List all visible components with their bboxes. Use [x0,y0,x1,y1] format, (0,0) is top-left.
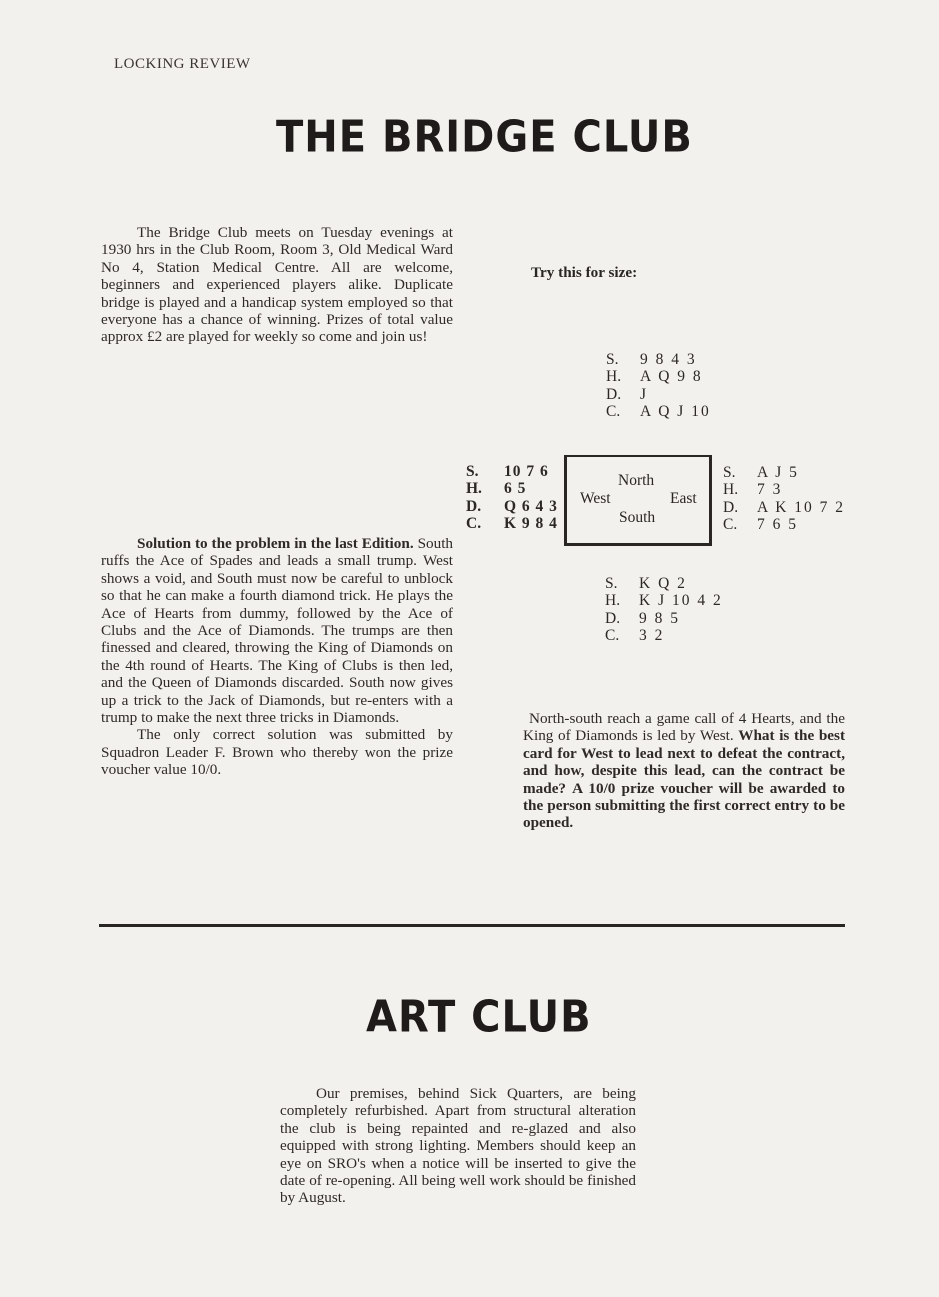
south-hand [605,575,723,644]
north-diamonds: D. J [606,385,649,403]
bridge-intro-text: The Bridge Club meets on Tuesday evenings at 1930 hrs in the Club Room, Room 3, Old Medical Ward No 4, Station Medical Centre. All are welcome, beginners and experienced players alike. Duplicate bridge is played and a handicap system employed so that everyone has a chance of winning. Prizes of total value approx £2 are played for weekly so come and join us! [101,224,453,346]
west-spades: S. 10 7 6 [466,463,549,480]
east-clubs: C. 7 6 5 [723,515,798,533]
compass-south: South [619,509,656,526]
solution-heading: Solution to the problem in the last Edition. [137,535,414,552]
south-hearts: H. K J 10 4 2 [605,592,723,610]
north-spades: S. 9 8 4 3 [606,351,697,368]
east-spades: S. A J 5 [723,464,799,481]
north-clubs: C. A Q J 10 [606,402,711,420]
solution-paragraph [101,535,453,726]
west-hearts: H. 6 5 [466,480,527,498]
solution-section [101,535,453,779]
east-hearts: H. 7 3 [723,481,783,499]
west-clubs: C. K 9 8 4 [466,514,558,532]
solution-winner: The only correct solution was submitted by Squadron Leader F. Brown who thereby won the prize voucher value 10/0. [101,726,453,779]
north-hand [606,351,711,420]
bridge-club-title: THE BRIDGE CLUB [276,111,693,163]
question-bold: What is the best card for West to lead next to defeat the contract, and how, despite this lead, can the contract be made? [523,727,845,797]
compass-north: North [618,472,655,489]
west-diamonds: D. Q 6 4 3 [466,497,558,515]
west-hand [466,463,558,532]
question-intro: North-south reach a game call of 4 Hearts, and the King of Diamonds is led by West. [523,710,845,745]
east-hand [723,464,845,533]
compass-east: East [670,490,697,507]
compass-box [564,455,712,546]
bridge-intro [101,224,453,346]
running-head: LOCKING REVIEW [114,56,251,72]
problem-question [523,710,845,832]
try-this-label: Try this for size: [531,264,638,281]
art-club-text: Our premises, behind Sick Quarters, are being completely refurbished. Apart from structural alteration the club is being repainted and re-glazed and also equipped with strong lighting. Members should keep an eye on SRO's when a notice will be inserted to give the date of re-opening. All being well work should be finished by August. [280,1085,636,1207]
art-club-title: ART CLUB [366,991,592,1043]
section-divider [99,924,845,927]
north-hearts: H. A Q 9 8 [606,368,703,386]
compass-west: West [580,490,611,507]
art-club-body [280,1085,636,1207]
east-diamonds: D. A K 10 7 2 [723,498,846,516]
south-clubs: C. 3 2 [605,626,665,644]
question-paragraph [523,710,845,832]
south-diamonds: D. 9 8 5 [605,609,680,627]
question-prize: A 10/0 prize voucher will be awarded to the person submitting the first correct entry to be opened. [523,779,846,832]
south-spades: S. K Q 2 [605,575,687,592]
solution-body: South ruffs the Ace of Spades and leads a small trump. West shows a void, and South must now be careful to unblock so that he can make a fourth diamond trick. He plays the Ace of Hearts from dummy, followed by the Ace of Clubs and the Ace of Diamonds. The trumps are then finessed and cleared, throwing the King of Diamonds on the 4th round of Hearts. The King of Clubs is then led, and the Queen of Diamonds discarded. South now gives up a trick to the Jack of Diamonds, but re-enters with a trump to make the next three tricks in Diamonds. [101,535,454,727]
